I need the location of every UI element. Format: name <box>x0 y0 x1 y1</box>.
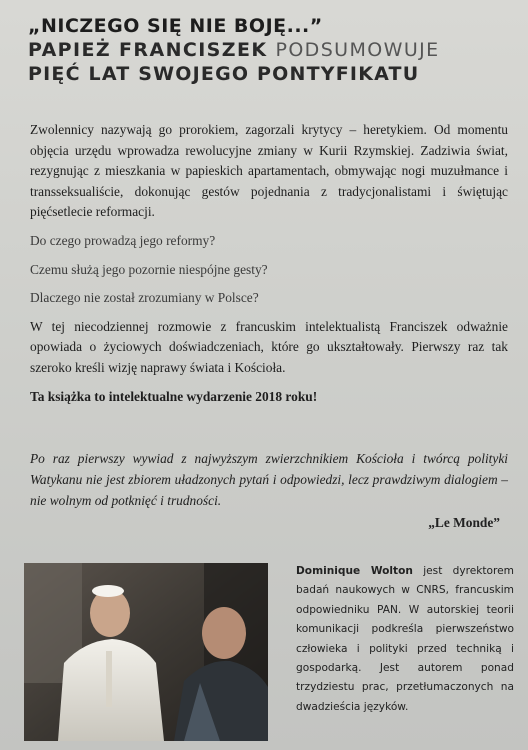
headline-line-2-a: PAPIEŻ FRANCISZEK <box>28 39 268 61</box>
question-1: Do czego prowadzą jego reformy? <box>30 232 216 248</box>
headline-line-1: „NICZEGO SIĘ NIE BOJĘ...” <box>28 15 323 37</box>
highlight-line: Ta książka to intelektualne wydarzenie 2018 roku! <box>30 388 318 404</box>
question-2: Czemu służą jego pozornie niespójne gesty? <box>30 261 268 277</box>
headline <box>28 14 518 86</box>
author-bio-text: jest dyrektorem badań naukowych w CNRS, francuskim odpowiedniku PAN. W autorskiej teorii komunikacji podkreśla pierwszeństwo człowieka i polityki przed techniką i gospodarką. Jest autorem ponad trzydziestu prac, przetłumaczonych na dwadzieścia języków. <box>296 565 515 713</box>
author-name: Dominique Wolton <box>296 565 413 577</box>
headline-line-3: PIĘĆ LAT SWOJEGO PONTYFIKATU <box>28 63 420 85</box>
author-bio <box>296 562 514 717</box>
blurb <box>30 120 508 415</box>
author-photo <box>24 563 268 741</box>
headline-line-2 <box>28 38 518 62</box>
press-quote: Po raz pierwszy wywiad z najwyższym zwierzchnikiem Kościoła i twórcą polityki Watykanu nie jest zbiorem uładzonych pytań i odpowiedzi, lecz prawdziwym dialogiem – nie wolnym od potknięć i trudności. <box>30 451 508 508</box>
question-3: Dlaczego nie został zrozumiany w Polsce? <box>30 290 259 306</box>
photo-illustration <box>24 563 268 741</box>
headline-line-2-b: PODSUMOWUJE <box>275 39 440 61</box>
second-paragraph: W tej niecodziennej rozmowie z francuskim intelektualistą Franciszek odważnie opowiada o życiowych doświadczeniach, które go ukształtowały. Pierwszy raz tak szeroko kreśli wizję naprawy świata i Kościoła. <box>30 318 508 375</box>
intro-paragraph: Zwolennicy nazywają go prorokiem, zagorzali krytycy – heretykiem. Od momentu objęcia urzędu wprowadza rewolucyjne zmiany w Kurii Rzymskiej. Zadziwia świat, rezygnując z mieszkania w papieskich apartamentach, obmywając nogi muzułmance i transseksualiście, dokonując gestów pojednania z tradycjonalistami i świętując pięćsetlecie reformacji. <box>30 122 508 220</box>
quote-source: „Le Monde” <box>428 515 500 530</box>
